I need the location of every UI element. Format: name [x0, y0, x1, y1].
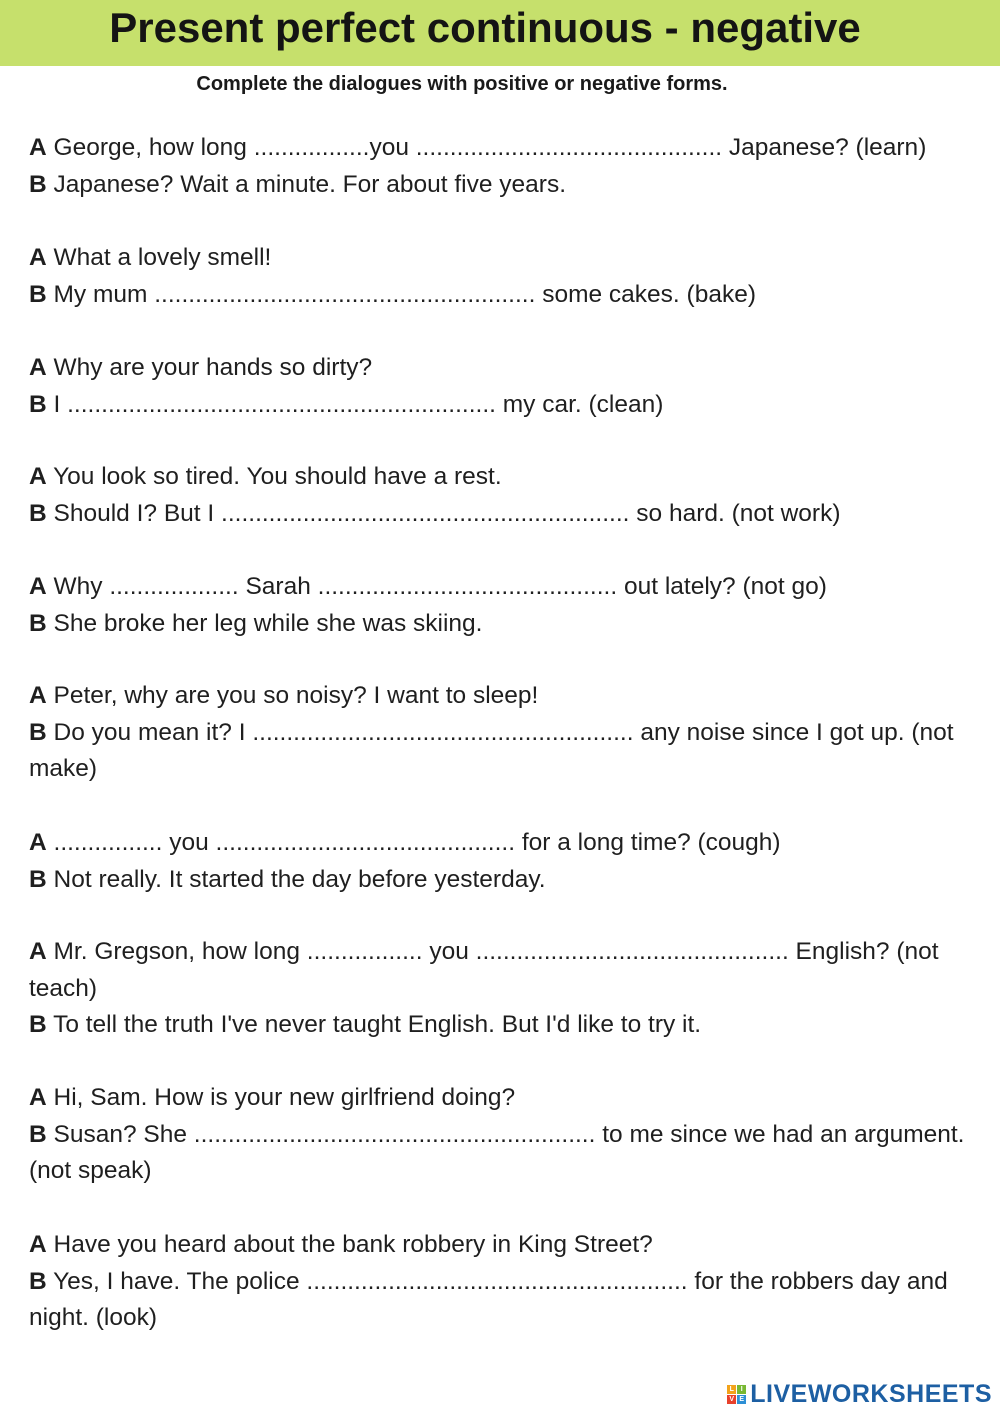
dialogue-line: [29, 825, 979, 862]
logo-mark-letter: V: [727, 1395, 736, 1404]
dialogue-10: [29, 1227, 979, 1337]
dialogue-line: [29, 862, 979, 899]
speaker-label: A: [29, 354, 47, 381]
dialogue-line: [29, 606, 979, 643]
speaker-label: B: [29, 718, 47, 746]
dialogue-5: [29, 569, 979, 642]
dialogue-line: [29, 277, 979, 314]
line-text: Not really. It started the day before yesterday.: [46, 865, 546, 893]
speaker-label: A: [29, 682, 47, 709]
dialogue-line: [29, 459, 979, 496]
line-text: Why ................... Sarah ............................................ out lately? (not go): [46, 573, 827, 600]
logo-mark-icon: [727, 1385, 746, 1404]
dialogue-7: [29, 825, 979, 898]
dialogue-line: [29, 130, 979, 167]
speaker-label: A: [29, 829, 47, 856]
page-title: Present perfect continuous - negative: [109, 4, 861, 51]
line-text: Do you mean it? I ........................................................ any noise since I got up. (not make): [29, 718, 954, 783]
speaker-label: B: [29, 280, 47, 308]
dialogue-line: [29, 1227, 979, 1264]
speaker-label: B: [29, 1120, 47, 1148]
dialogue-line: [29, 934, 979, 1007]
speaker-label: A: [29, 1231, 47, 1258]
speaker-label: A: [29, 134, 47, 161]
dialogue-line: [29, 1117, 979, 1190]
speaker-label: B: [29, 865, 47, 893]
line-text: Yes, I have. The police ........................................................ for the robbers day and night. (look): [29, 1267, 948, 1332]
speaker-label: A: [29, 1084, 47, 1111]
dialogue-line: [29, 167, 979, 204]
dialogue-line: [29, 569, 979, 606]
line-text: ................ you ............................................ for a long time? (cough): [46, 829, 781, 856]
dialogue-line: [29, 496, 979, 533]
line-text: Peter, why are you so noisy? I want to sleep!: [46, 682, 539, 709]
logo-mark-letter: E: [737, 1395, 746, 1404]
line-text: George, how long .................you ............................................. Japanese? (learn): [46, 134, 927, 161]
line-text: My mum ........................................................ some cakes. (bake): [46, 280, 756, 308]
line-text: Should I? But I ............................................................ so hard. (not work): [46, 499, 841, 527]
dialogue-line: [29, 1264, 979, 1337]
dialogue-4: [29, 459, 979, 532]
logo-mark-letter: I: [737, 1385, 746, 1394]
dialogue-line: [29, 387, 979, 424]
dialogue-line: [29, 1080, 979, 1117]
line-text: She broke her leg while she was skiing.: [46, 609, 483, 637]
dialogue-2: [29, 240, 979, 313]
line-text: Hi, Sam. How is your new girlfriend doing?: [46, 1084, 516, 1111]
speaker-label: B: [29, 170, 47, 198]
speaker-label: A: [29, 938, 47, 965]
dialogue-line: [29, 350, 979, 387]
line-text: You look so tired. You should have a rest.: [46, 463, 502, 490]
title-bar: [0, 0, 1000, 66]
dialogue-9: [29, 1080, 979, 1190]
speaker-label: B: [29, 1267, 47, 1295]
speaker-label: B: [29, 1011, 47, 1039]
dialogue-8: [29, 934, 979, 1044]
line-text: To tell the truth I've never taught English. But I'd like to try it.: [46, 1011, 702, 1039]
instructions: Complete the dialogues with positive or negative forms.: [196, 73, 728, 95]
dialogue-line: [29, 715, 979, 788]
speaker-label: B: [29, 390, 47, 418]
speaker-label: B: [29, 609, 47, 637]
speaker-label: A: [29, 463, 47, 490]
speaker-label: B: [29, 499, 47, 527]
line-text: Japanese? Wait a minute. For about five years.: [46, 170, 567, 198]
dialogue-line: [29, 678, 979, 715]
dialogue-1: [29, 130, 979, 203]
liveworksheets-logo[interactable]: [727, 1380, 992, 1408]
line-text: What a lovely smell!: [46, 244, 272, 271]
line-text: Have you heard about the bank robbery in King Street?: [46, 1231, 653, 1258]
speaker-label: A: [29, 244, 47, 271]
logo-mark-letter: L: [727, 1385, 736, 1394]
dialogue-6: [29, 678, 979, 788]
speaker-label: A: [29, 573, 47, 600]
dialogue-line: [29, 240, 979, 277]
line-text: Mr. Gregson, how long ................. you .............................................. English? (not teach): [29, 938, 939, 1002]
line-text: Why are your hands so dirty?: [46, 354, 373, 381]
dialogue-line: [29, 1007, 979, 1044]
line-text: Susan? She ........................................................... to me since we had an argument. (not speak): [29, 1120, 965, 1185]
dialogue-3: [29, 350, 979, 423]
line-text: I ............................................................... my car. (clean): [46, 390, 664, 418]
logo-text: LIVEWORKSHEETS: [750, 1379, 992, 1408]
